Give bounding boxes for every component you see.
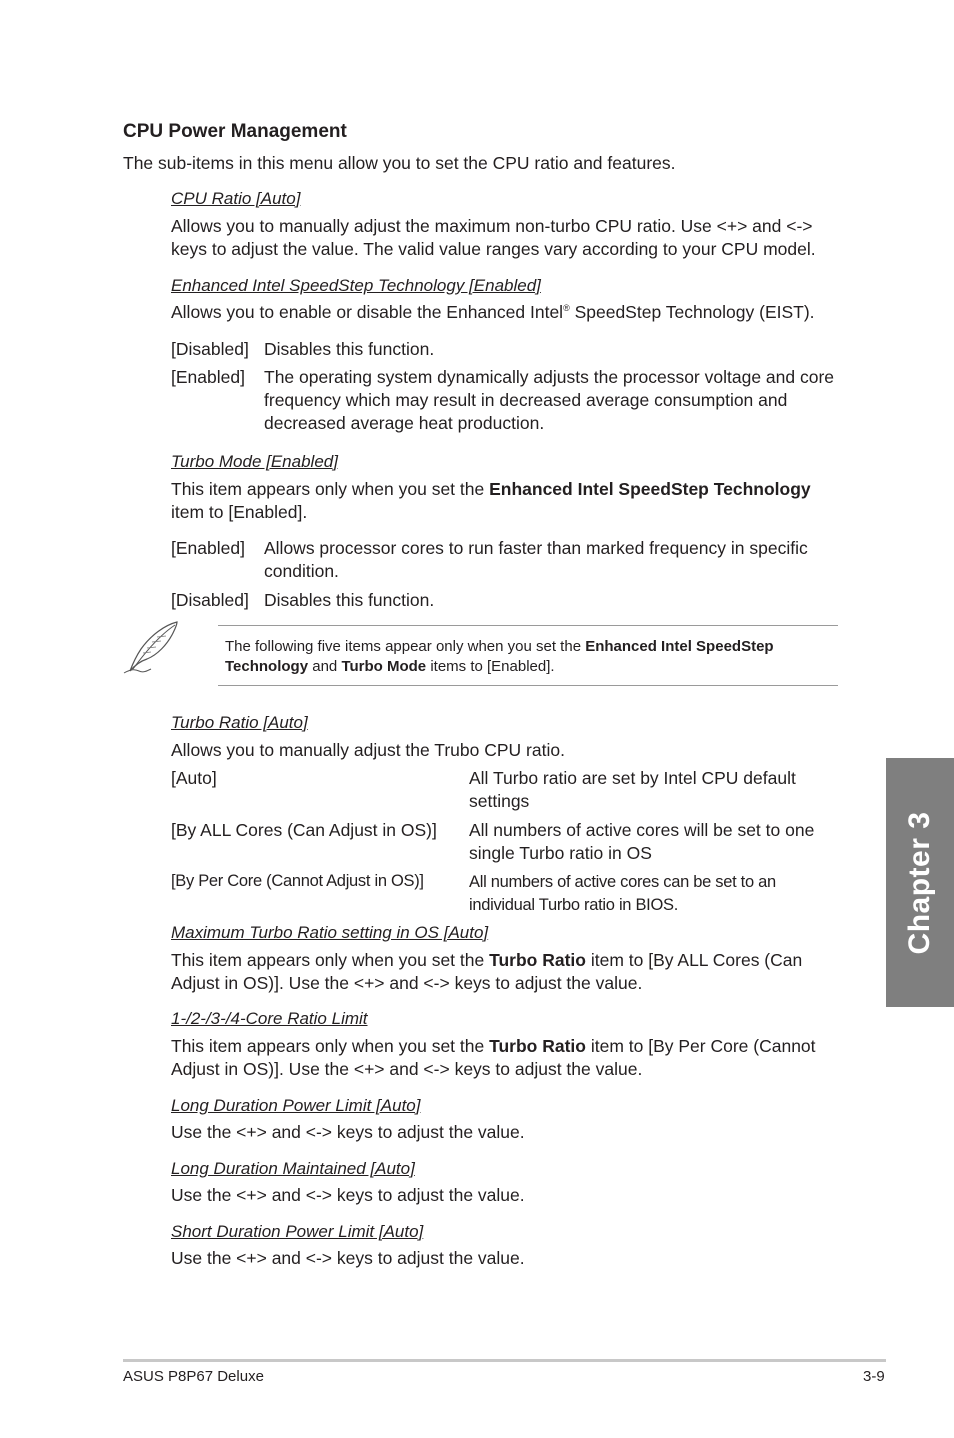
- turbo-ratio-heading: Turbo Ratio [Auto]: [171, 713, 308, 732]
- turbo-mode-desc: This item appears only when you set the Enhanced Intel SpeedStep Technology item to [Enabled].: [171, 479, 811, 522]
- turbo-ratio-option-key: [By ALL Cores (Can Adjust in OS)]: [171, 820, 437, 840]
- turbo-ratio-option-desc: All numbers of active cores will be set to one single Turbo ratio in OS: [469, 820, 815, 863]
- note-top-rule: [218, 625, 838, 626]
- long-power-heading: Long Duration Power Limit [Auto]: [171, 1096, 421, 1115]
- chapter-tab-label: Chapter 3: [903, 811, 936, 954]
- core-limit-desc: This item appears only when you set the Turbo Ratio item to [By Per Core (Cannot Adjust in OS)]. Use the <+> and <-> keys to adjust the value.: [171, 1036, 816, 1079]
- eist-option-key: [Disabled]: [171, 339, 249, 359]
- max-turbo-desc: This item appears only when you set the Turbo Ratio item to [By ALL Cores (Can Adjust in OS)]. Use the <+> and <-> keys to adjust the value.: [171, 950, 803, 993]
- cpu-ratio-heading: CPU Ratio [Auto]: [171, 189, 301, 208]
- turbo-ratio-option-desc: All Turbo ratio are set by Intel CPU default settings: [469, 768, 796, 811]
- eist-desc: Allows you to enable or disable the Enhanced Intel® SpeedStep Technology (EIST).: [171, 302, 815, 322]
- turbo-ratio-option-desc: All numbers of active cores can be set to an individual Turbo ratio in BIOS.: [469, 873, 776, 914]
- page-number: 3-9: [863, 1368, 885, 1385]
- core-limit-heading: 1-/2-/3-/4-Core Ratio Limit: [171, 1009, 368, 1028]
- turbo-mode-option-desc: Disables this function.: [264, 590, 435, 610]
- turbo-mode-option-key: [Disabled]: [171, 590, 249, 610]
- long-maintained-heading: Long Duration Maintained [Auto]: [171, 1159, 415, 1178]
- quill-pen-icon: [121, 619, 181, 677]
- eist-heading: Enhanced Intel SpeedStep Technology [Enabled]: [171, 276, 541, 295]
- note-text: The following five items appear only when you set the Enhanced Intel SpeedStep Technology and Turbo Mode items to [Enabled].: [225, 638, 774, 675]
- long-power-desc: Use the <+> and <-> keys to adjust the value.: [171, 1122, 525, 1142]
- short-power-heading: Short Duration Power Limit [Auto]: [171, 1222, 424, 1241]
- footer-rule: [123, 1359, 886, 1362]
- eist-option-desc: Disables this function.: [264, 339, 435, 359]
- note-bottom-rule: [218, 685, 838, 686]
- max-turbo-heading: Maximum Turbo Ratio setting in OS [Auto]: [171, 923, 489, 942]
- footer-title: ASUS P8P67 Deluxe: [123, 1368, 264, 1385]
- eist-option-desc: The operating system dynamically adjusts the processor voltage and core frequency which may result in decreased average consumption and decreased average heat production.: [264, 367, 835, 433]
- eist-option-key: [Enabled]: [171, 367, 245, 387]
- turbo-ratio-option-key: [By Per Core (Cannot Adjust in OS)]: [171, 872, 424, 890]
- cpu-ratio-desc: Allows you to manually adjust the maximum non-turbo CPU ratio. Use <+> and <-> keys to adjust the value. The valid value ranges vary according to your CPU model.: [171, 216, 816, 259]
- turbo-mode-option-key: [Enabled]: [171, 538, 245, 558]
- section-title: CPU Power Management: [123, 121, 347, 142]
- section-intro: The sub-items in this menu allow you to set the CPU ratio and features.: [123, 153, 676, 173]
- turbo-mode-heading: Turbo Mode [Enabled]: [171, 452, 338, 471]
- turbo-ratio-option-key: [Auto]: [171, 768, 217, 788]
- long-maintained-desc: Use the <+> and <-> keys to adjust the value.: [171, 1185, 525, 1205]
- turbo-ratio-desc: Allows you to manually adjust the Trubo CPU ratio.: [171, 740, 565, 760]
- turbo-mode-option-desc: Allows processor cores to run faster than marked frequency in specific condition.: [264, 538, 808, 581]
- chapter-tab: [886, 758, 954, 1007]
- short-power-desc: Use the <+> and <-> keys to adjust the value.: [171, 1248, 525, 1268]
